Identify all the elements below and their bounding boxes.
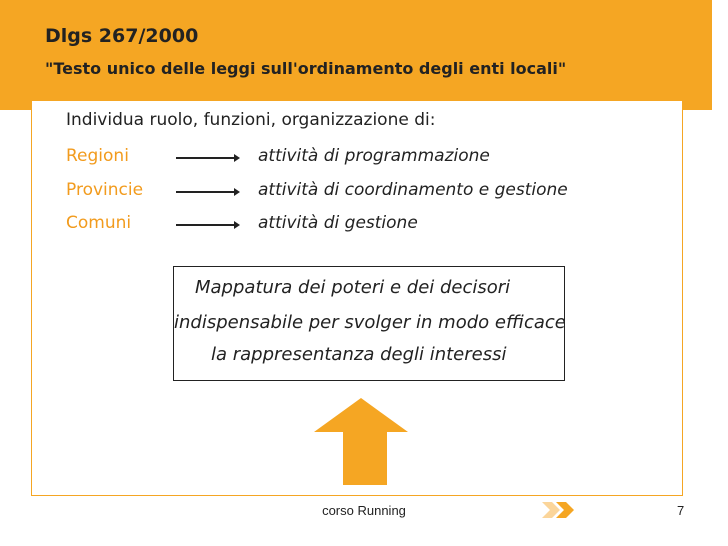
box-line-3: la rappresentanza degli interessi [211, 344, 507, 365]
arrow-right-icon [176, 157, 238, 159]
title-bar [0, 0, 712, 110]
footer-text: corso Running [322, 503, 406, 518]
slide-subtitle: "Testo unico delle leggi sull'ordinamento degli enti locali" [45, 59, 567, 78]
arrow-right-icon [176, 191, 238, 193]
desc-comuni: attività di gestione [258, 213, 418, 233]
label-provincie: Provincie [66, 180, 144, 200]
desc-regioni: attività di programmazione [258, 146, 490, 166]
arrow-right-icon [176, 224, 238, 226]
box-line-1: Mappatura dei poteri e dei decisori [195, 277, 511, 298]
desc-provincie: attività di coordinamento e gestione [258, 180, 568, 200]
page-number: 7 [677, 503, 685, 518]
slide-title: Dlgs 267/2000 [45, 25, 199, 47]
label-regioni: Regioni [66, 146, 129, 166]
label-comuni: Comuni [66, 213, 132, 233]
box-line-2: indispensabile per svolger in modo efficace [174, 312, 566, 333]
double-chevron-icon [540, 500, 576, 520]
intro-text: Individua ruolo, funzioni, organizzazione di: [66, 110, 436, 130]
up-arrow-icon [311, 396, 411, 488]
